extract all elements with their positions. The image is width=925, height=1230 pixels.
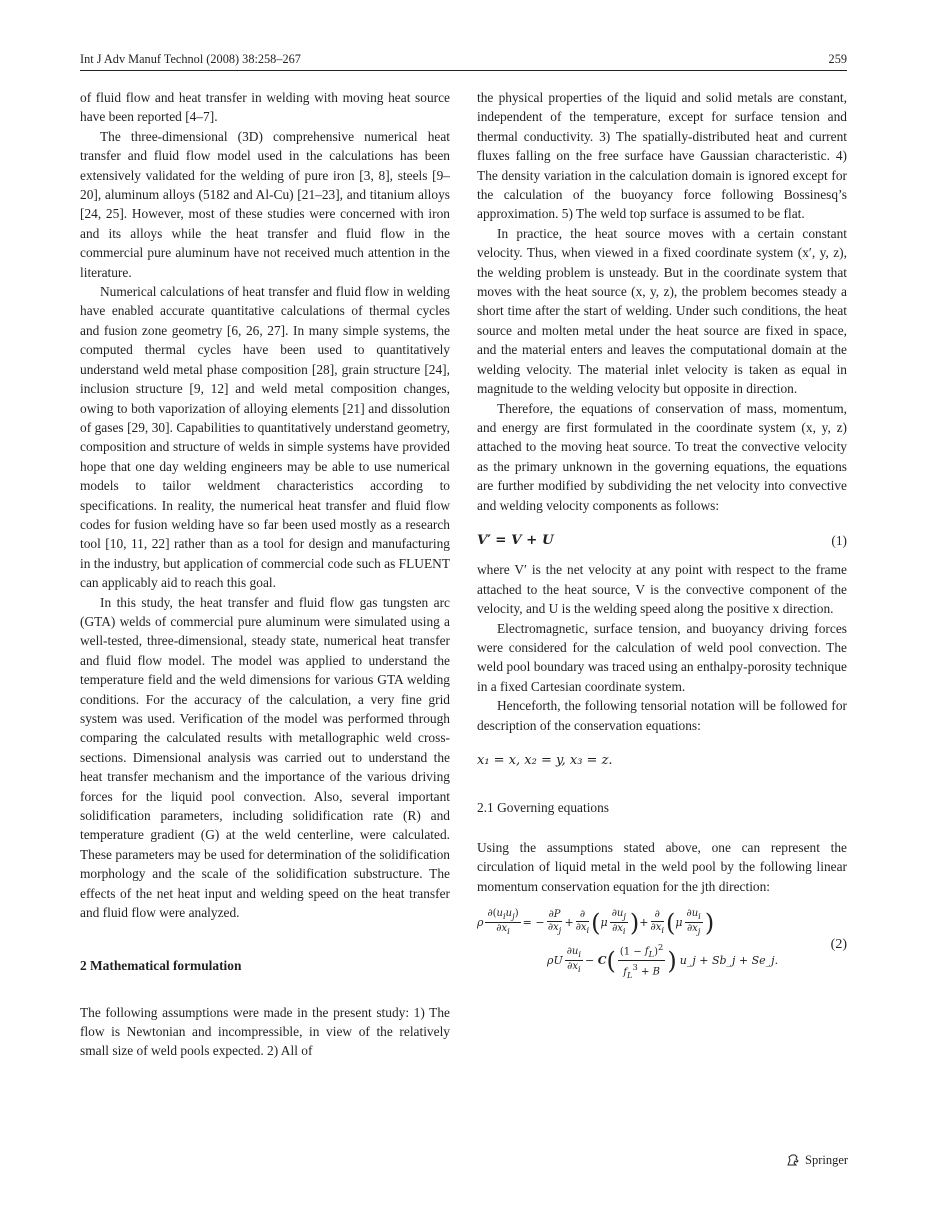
publisher-name: Springer xyxy=(805,1152,849,1167)
equation-number: (2) xyxy=(830,936,847,952)
eq1-rhs: = V + U xyxy=(495,531,554,548)
paragraph: Therefore, the equations of conservation of mass, momentum, and energy are first formulated in the coordinate system (x, y, z) attached to the moving heat source. To treat the convective velocity as the primary unknown in the governing equations, the equations are further modified by subdividing the net velocity into convective and welding velocity components as follows: xyxy=(477,400,847,513)
eq2-tail: u_j + Sb_j + Se_j. xyxy=(679,954,779,968)
paragraph: In this study, the heat transfer and fluid flow gas tungsten arc (GTA) welds of commercial pure aluminum were simulated using a well-tested, three-dimensional, steady state, numerical heat transfer and fluid flow model. The model was applied to understand the temperature field and the weld dimensions for various GTA welding conditions. For the accuracy of the calculation, a very fine grid system was used. Verification of the model was performed through comparing the calculated results with metallographic weld cross-sections. Dimensional analysis was carried out to understand the heat transfer mechanism and the importance of the various driving forces for the liquid pool convection. Also, several important solidification parameters, including solidification rate (R) and temperature gradient (G) at the weld centerline, were calculated. These parameters may be used for determination of the solidification morphology and the scale of the solidification substructure. The effects of the net heat input and welding speed on the heat transfer and fluid flow were analyzed. xyxy=(80,594,450,921)
section-heading: 2 Mathematical formulation xyxy=(80,957,242,973)
journal-citation: Int J Adv Manuf Technol (2008) 38:258–267 xyxy=(80,52,301,66)
paragraph: Numerical calculations of heat transfer and fluid flow in welding have enabled accurate quantitative calculations of thermal cycles and fusion zone geometry [6, 26, 27]. In many simple systems, the computed thermal cycles have been used to quantitatively understand weld metal phase composition [28], grain structure [24], inclusion structure [9, 12] and weld metal composition changes, owing to both vaporization of alloying elements [21] and dissolution of gases [29, 30]. Capabilities to quantitatively understand geometry, composition and structure of welds in simple systems have provided hope that one day welding engineers may be able to use numerical models to tailor weldment characteristics according to specifications. In reality, the numerical heat transfer and fluid flow codes for fusion welding have so far been used mostly as a research tool [10, 11, 22] rather than as a tool for design and manufacturing in the industry, but application of commercial code such as FLUENT can applicably aid to reach this goal. xyxy=(80,284,450,591)
page-number: 259 xyxy=(828,52,847,66)
paragraph: Electromagnetic, surface tension, and buoyancy driving forces were considered for the calculation of weld pool convection. The weld pool boundary was traced using an enthalpy-porosity technique in a fixed Cartesian coordinate system. xyxy=(477,620,847,694)
running-header xyxy=(80,52,847,71)
equation-number: (1) xyxy=(831,532,847,548)
paragraph: of fluid flow and heat transfer in welding with moving heat source have been reported [4–7]. xyxy=(80,90,450,125)
paragraph: The following assumptions were made in the present study: 1) The flow is Newtonian and incompressible, in view of the relatively small size of weld pools expected. 2) All of xyxy=(80,1004,450,1059)
paragraph: The three-dimensional (3D) comprehensive numerical heat transfer and fluid flow model used in the calculations has been extensively validated for the welding of pure iron [3, 8], steels [9–20], aluminum alloys (5182 and Al-Cu) [21–23], and titanium alloys [24, 25]. However, most of these studies were concerned with iron and its alloys while the heat transfer and fluid flow in the commercial pure aluminum have not received much attention in the literature. xyxy=(80,128,450,280)
equation-1 xyxy=(477,531,847,550)
springer-horse-icon xyxy=(785,1152,801,1168)
equation-2: ρ $\frac{\partial(u_iu_j)}{\partial x_i}$ = − $\frac{\partial P}{\partial x_j}$ + $\frac{\partial}{\partial x_i}$ ( μ $\frac{\partial u_j}{\partial x_i}$ ) + $\frac{\partial}{\partial x_i}$ ( μ $\frac{\partial u_i}{\partial x_j}$ ) ρU $\frac{\partial u_i}{\partial x_i}$ − C ( $\frac{(1 - f_L)^2}{f_L^3 + B}$ ) u_j + Sb_j + Se_j. (2) xyxy=(477,908,847,980)
paragraph: Using the assumptions stated above, one can represent the circulation of liquid metal in the weld pool by the following linear momentum conservation equation for the jth direction: xyxy=(477,839,847,894)
paragraph: Henceforth, the following tensorial notation will be followed for description of the conservation equations: xyxy=(477,698,847,733)
publisher-footer xyxy=(785,1152,848,1168)
eq1-lhs: V′ xyxy=(477,531,491,548)
paragraph: where V′ is the net velocity at any point with respect to the frame attached to the heat source, V is the convective component of the velocity, and U is the welding speed along the positive x direction. xyxy=(477,562,847,617)
paragraph: the physical properties of the liquid and solid metals are constant, independent of the temperature, except for surface tension and thermal conductivity. 3) The spatially-distributed heat and current fluxes falling on the free surface have Gaussian characteristic. 4) The density variation in the calculation domain is ignored except for the calculation of the buoyancy force following Bossinesq’s approximation. 5) The weld top surface is assumed to be flat. xyxy=(477,90,847,222)
subsection-heading: 2.1 Governing equations xyxy=(477,800,610,816)
left-column xyxy=(80,88,450,1061)
tensor-notation: x₁ = x, x₂ = y, x₃ = z. xyxy=(477,753,613,768)
paragraph: In practice, the heat source moves with a certain constant velocity. Thus, when viewed in a fixed coordinate system (x′, y, z), the welding problem is unsteady. But in the coordinate system that moves with the heat source (x, y, z), the problem becomes steady a short time after the start of welding. Under such conditions, the heat source and molten metal under the heat source are fixed in space, and the material enters and leaves the computational domain at the welding velocity. The material inlet velocity is taken as equal in magnitude to the welding velocity but opposite in direction. xyxy=(477,225,847,397)
right-column xyxy=(477,88,847,981)
